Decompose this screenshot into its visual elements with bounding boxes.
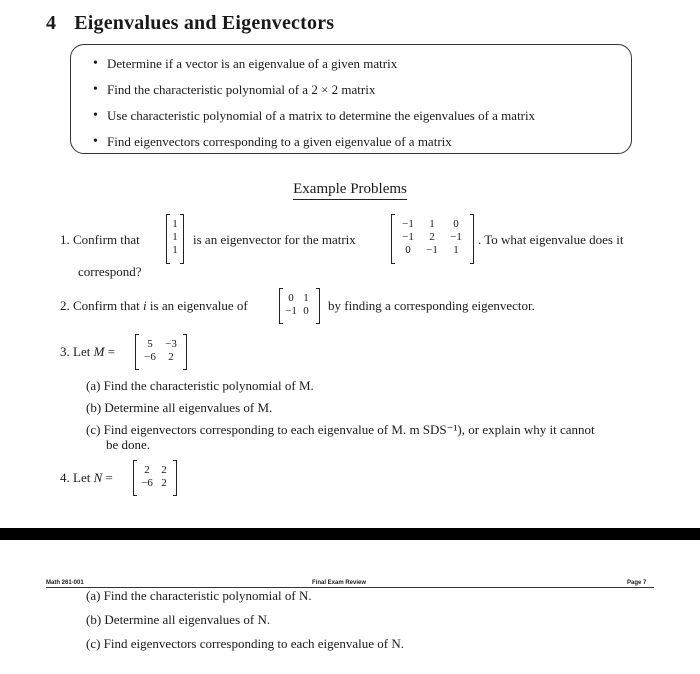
problem-3-part-b: (b) Determine all eigenvalues of M. bbox=[86, 400, 273, 415]
problem-4-part-c: (c) Find eigenvectors corresponding to each eigenvalue of N. bbox=[86, 636, 405, 651]
matrix-entry: 2 bbox=[144, 464, 150, 476]
vector-bracket-left bbox=[166, 214, 170, 264]
footer-title: Final Exam Review bbox=[312, 580, 367, 586]
section-title bbox=[46, 12, 334, 35]
example-problems-heading: Example Problems bbox=[0, 181, 700, 198]
matrix-entry: 1 bbox=[303, 292, 309, 304]
objective-item: • Find the characteristic polynomial of a 2 × 2 matrix bbox=[93, 77, 535, 103]
problem-4-part-b: (b) Determine all eigenvalues of N. bbox=[86, 612, 271, 627]
matrix-bracket-left bbox=[391, 214, 395, 264]
matrix-entry: 0 bbox=[288, 292, 294, 304]
problem-2-text: 2. Confirm that i is an eigenvalue of bbox=[60, 298, 248, 313]
section-number: 4 bbox=[46, 12, 57, 34]
page-separator bbox=[0, 528, 700, 540]
matrix-entry: 5 bbox=[147, 338, 153, 350]
vector-entry: 1 bbox=[172, 231, 178, 243]
vector-entry: 1 bbox=[172, 218, 178, 230]
matrix-entry: 0 bbox=[303, 305, 309, 317]
problem-1-vector bbox=[171, 218, 179, 257]
matrix-bracket-right bbox=[183, 334, 187, 370]
matrix-bracket-right bbox=[316, 288, 320, 324]
problem-3-part-c: (c) Find eigenvectors corresponding to each eigenvalue of M. m SDS⁻¹), or explain why it cannot bbox=[86, 422, 595, 437]
matrix-entry: 1 bbox=[429, 218, 435, 230]
matrix-entry: −3 bbox=[165, 338, 177, 350]
problem-4-part-a: (a) Find the characteristic polynomial of N. bbox=[86, 588, 312, 603]
problem-3-part-c-continuation: be done. bbox=[106, 437, 151, 452]
matrix-entry: −1 bbox=[450, 231, 462, 243]
problem-1-matrix bbox=[396, 218, 468, 257]
problem-1-question: . To what eigenvalue does it bbox=[478, 232, 624, 247]
vector-bracket-right bbox=[180, 214, 184, 264]
footer-page-number: Page 7 bbox=[627, 580, 647, 586]
matrix-entry: −1 bbox=[426, 244, 438, 256]
footer-course: Math 261-001 bbox=[46, 580, 84, 586]
problem-1-continuation: correspond? bbox=[78, 264, 142, 279]
matrix-entry: 0 bbox=[405, 244, 411, 256]
matrix-entry: 2 bbox=[429, 231, 435, 243]
matrix-bracket-right bbox=[470, 214, 474, 264]
objective-item: • Find eigenvectors corresponding to a given eigenvalue of a matrix bbox=[93, 129, 535, 155]
problem-2-suffix: by finding a corresponding eigenvector. bbox=[328, 298, 535, 313]
matrix-entry: −6 bbox=[144, 351, 156, 363]
vector-entry: 1 bbox=[172, 244, 178, 256]
problem-4-matrix bbox=[137, 464, 171, 490]
problem-1-label: 1. Confirm that bbox=[60, 232, 140, 247]
problem-2-matrix bbox=[283, 292, 313, 318]
worksheet-page-continued bbox=[0, 540, 700, 674]
matrix-entry: 2 bbox=[168, 351, 174, 363]
matrix-entry: 0 bbox=[453, 218, 459, 230]
matrix-entry: −6 bbox=[141, 477, 153, 489]
objectives-list bbox=[93, 51, 535, 155]
learning-objectives-box bbox=[70, 44, 632, 154]
matrix-entry: −1 bbox=[285, 305, 297, 317]
section-title-text: Eigenvalues and Eigenvectors bbox=[74, 12, 335, 34]
objective-item: • Use characteristic polynomial of a matrix to determine the eigenvalues of a matrix bbox=[93, 103, 535, 129]
matrix-entry: −1 bbox=[402, 231, 414, 243]
problem-3-matrix bbox=[139, 338, 181, 364]
matrix-bracket-right bbox=[173, 460, 177, 496]
problem-4-label: 4. Let N = bbox=[60, 470, 113, 485]
problem-1-middle-text: is an eigenvector for the matrix bbox=[193, 232, 356, 247]
matrix-entry: 2 bbox=[161, 464, 167, 476]
objective-item: • Determine if a vector is an eigenvalue of a given matrix bbox=[93, 51, 535, 77]
matrix-entry: −1 bbox=[402, 218, 414, 230]
matrix-entry: 1 bbox=[453, 244, 459, 256]
problem-3-label: 3. Let M = bbox=[60, 344, 116, 359]
problem-3-part-a: (a) Find the characteristic polynomial of M. bbox=[86, 378, 314, 393]
matrix-entry: 2 bbox=[161, 477, 167, 489]
